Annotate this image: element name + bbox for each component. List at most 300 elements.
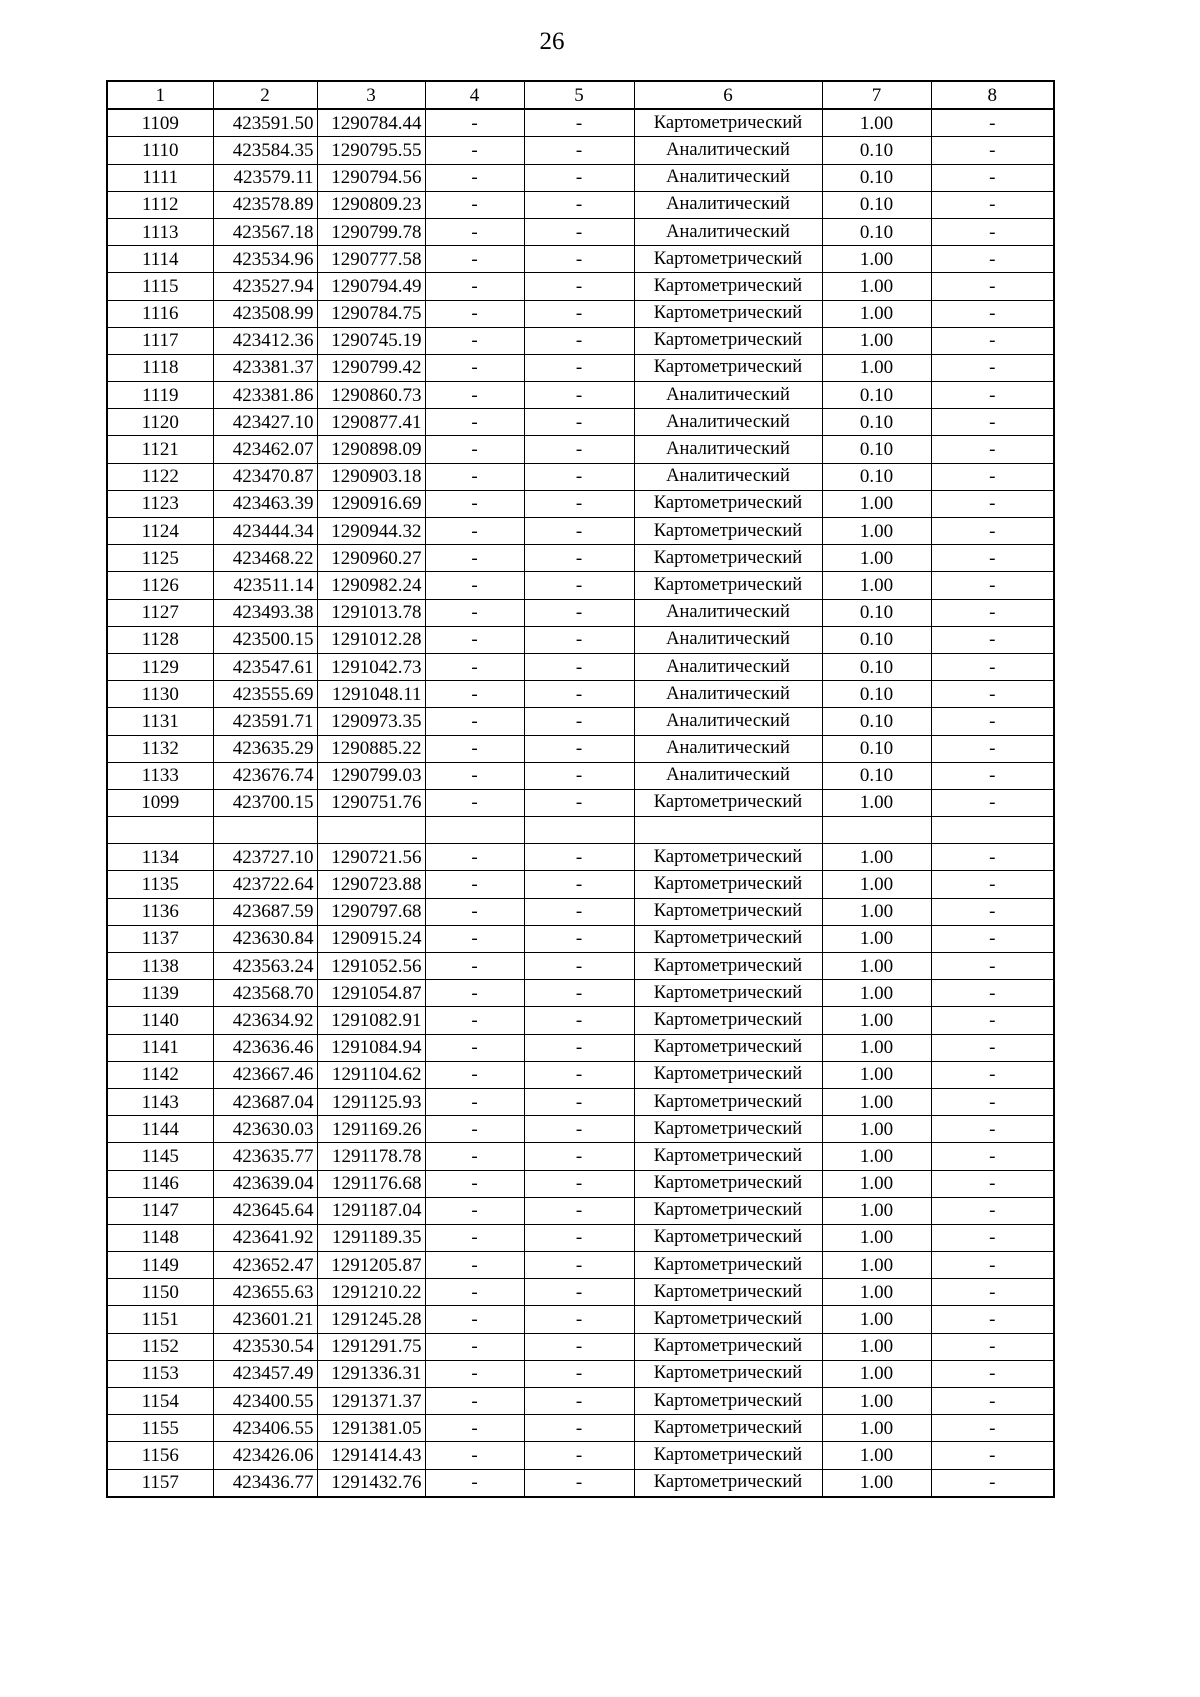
column-header: 3 <box>317 81 425 109</box>
method-cell: Аналитический <box>634 708 822 735</box>
x-coordinate-cell: 423500.15 <box>213 626 317 653</box>
col4-cell: - <box>425 463 524 490</box>
col4-cell: - <box>425 436 524 463</box>
method-cell: Картометрический <box>634 1007 822 1034</box>
point-number-cell: 1140 <box>107 1007 213 1034</box>
table-row <box>107 1360 1054 1387</box>
column-header: 8 <box>931 81 1054 109</box>
point-number-cell: 1114 <box>107 246 213 273</box>
col5-cell: - <box>524 1415 634 1442</box>
col5-cell: - <box>524 599 634 626</box>
col5-cell: - <box>524 1388 634 1415</box>
y-coordinate-cell: 1290784.75 <box>317 300 425 327</box>
col8-cell: - <box>931 382 1054 409</box>
x-coordinate-cell: 423493.38 <box>213 599 317 626</box>
table-row <box>107 1469 1054 1497</box>
method-cell: Картометрический <box>634 109 822 137</box>
point-number-cell: 1109 <box>107 109 213 137</box>
x-coordinate-cell: 423563.24 <box>213 953 317 980</box>
y-coordinate-cell: 1290797.68 <box>317 898 425 925</box>
accuracy-cell: 1.00 <box>822 844 931 871</box>
col8-cell: - <box>931 599 1054 626</box>
point-number-cell: 1113 <box>107 218 213 245</box>
table-header-row <box>107 81 1054 109</box>
col8-cell: - <box>931 925 1054 952</box>
col5-cell: - <box>524 518 634 545</box>
x-coordinate-cell: 423381.86 <box>213 382 317 409</box>
col8-cell: - <box>931 898 1054 925</box>
y-coordinate-cell: 1291169.26 <box>317 1116 425 1143</box>
y-coordinate-cell: 1291371.37 <box>317 1388 425 1415</box>
col5-cell: - <box>524 137 634 164</box>
accuracy-cell: 1.00 <box>822 1388 931 1415</box>
col8-cell: - <box>931 137 1054 164</box>
y-coordinate-cell: 1291245.28 <box>317 1306 425 1333</box>
x-coordinate-cell: 423641.92 <box>213 1224 317 1251</box>
x-coordinate-cell: 423687.59 <box>213 898 317 925</box>
accuracy-cell: 1.00 <box>822 1061 931 1088</box>
col5-cell: - <box>524 1034 634 1061</box>
point-number-cell: 1156 <box>107 1442 213 1469</box>
col8-cell: - <box>931 218 1054 245</box>
point-number-cell: 1119 <box>107 382 213 409</box>
table-row <box>107 871 1054 898</box>
x-coordinate-cell: 423412.36 <box>213 327 317 354</box>
method-cell: Картометрический <box>634 1415 822 1442</box>
col4-cell: - <box>425 1415 524 1442</box>
y-coordinate-cell: 1291104.62 <box>317 1061 425 1088</box>
col4-cell: - <box>425 409 524 436</box>
accuracy-cell: 1.00 <box>822 898 931 925</box>
table-row <box>107 327 1054 354</box>
x-coordinate-cell: 423652.47 <box>213 1252 317 1279</box>
table-row <box>107 1388 1054 1415</box>
x-coordinate-cell: 423547.61 <box>213 653 317 680</box>
y-coordinate-cell: 1291176.68 <box>317 1170 425 1197</box>
y-coordinate-cell: 1291048.11 <box>317 681 425 708</box>
x-coordinate-cell: 423470.87 <box>213 463 317 490</box>
col4-cell: - <box>425 1224 524 1251</box>
col8-cell: - <box>931 409 1054 436</box>
x-coordinate-cell: 423534.96 <box>213 246 317 273</box>
x-coordinate-cell: 423584.35 <box>213 137 317 164</box>
table-row <box>107 1306 1054 1333</box>
point-number-cell: 1138 <box>107 953 213 980</box>
point-number-cell: 1126 <box>107 572 213 599</box>
point-number-cell: 1127 <box>107 599 213 626</box>
method-cell: Картометрический <box>634 1252 822 1279</box>
col4-cell: - <box>425 218 524 245</box>
x-coordinate-cell: 423567.18 <box>213 218 317 245</box>
x-coordinate-cell: 423687.04 <box>213 1088 317 1115</box>
col4-cell: - <box>425 1306 524 1333</box>
table-row <box>107 518 1054 545</box>
point-number-cell: 1120 <box>107 409 213 436</box>
method-cell: Картометрический <box>634 1143 822 1170</box>
col8-cell: - <box>931 1088 1054 1115</box>
accuracy-cell: 0.10 <box>822 463 931 490</box>
col8-cell: - <box>931 545 1054 572</box>
col5-cell: - <box>524 762 634 789</box>
col4-cell: - <box>425 1116 524 1143</box>
method-cell: Аналитический <box>634 653 822 680</box>
col8-cell: - <box>931 191 1054 218</box>
method-cell: Картометрический <box>634 273 822 300</box>
col5-cell: - <box>524 626 634 653</box>
x-coordinate-cell <box>213 817 317 844</box>
y-coordinate-cell: 1291210.22 <box>317 1279 425 1306</box>
table-row <box>107 191 1054 218</box>
x-coordinate-cell: 423426.06 <box>213 1442 317 1469</box>
col8-cell: - <box>931 1279 1054 1306</box>
table-row <box>107 762 1054 789</box>
x-coordinate-cell: 423511.14 <box>213 572 317 599</box>
method-cell: Картометрический <box>634 300 822 327</box>
col8-cell: - <box>931 653 1054 680</box>
y-coordinate-cell: 1290799.03 <box>317 762 425 789</box>
point-number-cell: 1136 <box>107 898 213 925</box>
table-row <box>107 953 1054 980</box>
table-row <box>107 1333 1054 1360</box>
point-number-cell: 1148 <box>107 1224 213 1251</box>
column-header: 6 <box>634 81 822 109</box>
method-cell: Картометрический <box>634 1442 822 1469</box>
col5-cell: - <box>524 273 634 300</box>
y-coordinate-cell: 1291012.28 <box>317 626 425 653</box>
method-cell: Картометрический <box>634 898 822 925</box>
point-number-cell: 1132 <box>107 735 213 762</box>
y-coordinate-cell: 1290723.88 <box>317 871 425 898</box>
col5-cell: - <box>524 218 634 245</box>
accuracy-cell: 1.00 <box>822 1197 931 1224</box>
col4-cell: - <box>425 653 524 680</box>
point-number-cell: 1145 <box>107 1143 213 1170</box>
method-cell: Картометрический <box>634 246 822 273</box>
col5-cell: - <box>524 871 634 898</box>
col8-cell: - <box>931 1442 1054 1469</box>
col8-cell: - <box>931 762 1054 789</box>
col8-cell: - <box>931 789 1054 816</box>
col4-cell: - <box>425 1061 524 1088</box>
x-coordinate-cell: 423634.92 <box>213 1007 317 1034</box>
col5-cell: - <box>524 898 634 925</box>
y-coordinate-cell: 1291125.93 <box>317 1088 425 1115</box>
col8-cell: - <box>931 1170 1054 1197</box>
method-cell: Картометрический <box>634 1360 822 1387</box>
table-row <box>107 708 1054 735</box>
y-coordinate-cell: 1291291.75 <box>317 1333 425 1360</box>
y-coordinate-cell: 1291205.87 <box>317 1252 425 1279</box>
x-coordinate-cell: 423579.11 <box>213 164 317 191</box>
method-cell: Аналитический <box>634 599 822 626</box>
point-number-cell: 1137 <box>107 925 213 952</box>
method-cell: Картометрический <box>634 1116 822 1143</box>
accuracy-cell: 1.00 <box>822 1007 931 1034</box>
accuracy-cell: 1.00 <box>822 1034 931 1061</box>
x-coordinate-cell: 423406.55 <box>213 1415 317 1442</box>
x-coordinate-cell: 423444.34 <box>213 518 317 545</box>
col5-cell: - <box>524 980 634 1007</box>
method-cell: Картометрический <box>634 327 822 354</box>
col8-cell: - <box>931 1415 1054 1442</box>
col8-cell: - <box>931 844 1054 871</box>
point-number-cell: 1115 <box>107 273 213 300</box>
y-coordinate-cell: 1290784.44 <box>317 109 425 137</box>
table-row <box>107 164 1054 191</box>
col8-cell: - <box>931 1360 1054 1387</box>
col5-cell: - <box>524 436 634 463</box>
col8-cell: - <box>931 1034 1054 1061</box>
point-number-cell: 1131 <box>107 708 213 735</box>
table-row <box>107 545 1054 572</box>
accuracy-cell: 1.00 <box>822 273 931 300</box>
accuracy-cell: 1.00 <box>822 789 931 816</box>
point-number-cell: 1147 <box>107 1197 213 1224</box>
col4-cell: - <box>425 1034 524 1061</box>
x-coordinate-cell: 423400.55 <box>213 1388 317 1415</box>
table-row <box>107 844 1054 871</box>
col5-cell: - <box>524 327 634 354</box>
y-coordinate-cell: 1290809.23 <box>317 191 425 218</box>
col5-cell: - <box>524 1252 634 1279</box>
col8-cell: - <box>931 708 1054 735</box>
table-row <box>107 735 1054 762</box>
y-coordinate-cell: 1291054.87 <box>317 980 425 1007</box>
point-number-cell: 1121 <box>107 436 213 463</box>
x-coordinate-cell: 423655.63 <box>213 1279 317 1306</box>
col4-cell: - <box>425 490 524 517</box>
accuracy-cell: 1.00 <box>822 925 931 952</box>
table-row <box>107 681 1054 708</box>
x-coordinate-cell: 423722.64 <box>213 871 317 898</box>
y-coordinate-cell: 1291432.76 <box>317 1469 425 1497</box>
col4-cell: - <box>425 1252 524 1279</box>
table-row <box>107 490 1054 517</box>
col8-cell: - <box>931 1388 1054 1415</box>
method-cell: Картометрический <box>634 1224 822 1251</box>
table-row <box>107 354 1054 381</box>
accuracy-cell: 1.00 <box>822 1469 931 1497</box>
accuracy-cell: 0.10 <box>822 436 931 463</box>
table-row <box>107 1007 1054 1034</box>
col4-cell: - <box>425 1333 524 1360</box>
point-number-cell: 1099 <box>107 789 213 816</box>
x-coordinate-cell: 423381.37 <box>213 354 317 381</box>
col4-cell: - <box>425 1469 524 1497</box>
method-cell: Картометрический <box>634 1469 822 1497</box>
accuracy-cell: 0.10 <box>822 735 931 762</box>
col5-cell: - <box>524 545 634 572</box>
x-coordinate-cell: 423457.49 <box>213 1360 317 1387</box>
col5-cell: - <box>524 1224 634 1251</box>
table-body <box>107 81 1054 1497</box>
accuracy-cell: 1.00 <box>822 518 931 545</box>
y-coordinate-cell: 1290794.56 <box>317 164 425 191</box>
col5-cell: - <box>524 1061 634 1088</box>
col5-cell: - <box>524 735 634 762</box>
col4-cell: - <box>425 1388 524 1415</box>
y-coordinate-cell: 1290799.78 <box>317 218 425 245</box>
method-cell: Картометрический <box>634 572 822 599</box>
col5-cell: - <box>524 164 634 191</box>
accuracy-cell: 0.10 <box>822 762 931 789</box>
method-cell: Картометрический <box>634 490 822 517</box>
col5-cell: - <box>524 1197 634 1224</box>
column-header: 1 <box>107 81 213 109</box>
col4-cell: - <box>425 545 524 572</box>
table-row <box>107 653 1054 680</box>
y-coordinate-cell: 1290982.24 <box>317 572 425 599</box>
col8-cell: - <box>931 1224 1054 1251</box>
table-row <box>107 382 1054 409</box>
method-cell: Картометрический <box>634 1170 822 1197</box>
col5-cell: - <box>524 925 634 952</box>
col4-cell: - <box>425 980 524 1007</box>
table-row <box>107 1442 1054 1469</box>
y-coordinate-cell: 1291013.78 <box>317 599 425 626</box>
x-coordinate-cell: 423727.10 <box>213 844 317 871</box>
table-row <box>107 626 1054 653</box>
point-number-cell: 1153 <box>107 1360 213 1387</box>
method-cell: Картометрический <box>634 1279 822 1306</box>
col8-cell: - <box>931 327 1054 354</box>
method-cell: Картометрический <box>634 925 822 952</box>
x-coordinate-cell: 423700.15 <box>213 789 317 816</box>
y-coordinate-cell: 1291178.78 <box>317 1143 425 1170</box>
col4-cell: - <box>425 1088 524 1115</box>
col5-cell: - <box>524 844 634 871</box>
method-cell: Аналитический <box>634 762 822 789</box>
col5-cell: - <box>524 953 634 980</box>
accuracy-cell: 0.10 <box>822 409 931 436</box>
col4-cell: - <box>425 626 524 653</box>
accuracy-cell: 1.00 <box>822 1088 931 1115</box>
col4-cell: - <box>425 1442 524 1469</box>
point-number-cell: 1129 <box>107 653 213 680</box>
col8-cell: - <box>931 436 1054 463</box>
col8-cell: - <box>931 300 1054 327</box>
col4-cell: - <box>425 246 524 273</box>
col5-cell: - <box>524 246 634 273</box>
method-cell: Картометрический <box>634 980 822 1007</box>
accuracy-cell: 1.00 <box>822 490 931 517</box>
col5-cell: - <box>524 1469 634 1497</box>
method-cell: Картометрический <box>634 844 822 871</box>
y-coordinate-cell: 1290799.42 <box>317 354 425 381</box>
col5-cell: - <box>524 1143 634 1170</box>
table-row <box>107 1252 1054 1279</box>
method-cell: Аналитический <box>634 436 822 463</box>
x-coordinate-cell: 423427.10 <box>213 409 317 436</box>
col4-cell: - <box>425 137 524 164</box>
x-coordinate-cell: 423601.21 <box>213 1306 317 1333</box>
method-cell: Картометрический <box>634 545 822 572</box>
col5-cell: - <box>524 653 634 680</box>
col8-cell: - <box>931 164 1054 191</box>
accuracy-cell: 1.00 <box>822 871 931 898</box>
page-number: 26 <box>539 28 565 55</box>
x-coordinate-cell: 423639.04 <box>213 1170 317 1197</box>
col8-cell: - <box>931 1143 1054 1170</box>
method-cell: Картометрический <box>634 1034 822 1061</box>
column-header: 2 <box>213 81 317 109</box>
col4-cell: - <box>425 789 524 816</box>
accuracy-cell: 0.10 <box>822 191 931 218</box>
method-cell: Картометрический <box>634 1388 822 1415</box>
col8-cell: - <box>931 980 1054 1007</box>
method-cell: Аналитический <box>634 382 822 409</box>
point-number-cell: 1134 <box>107 844 213 871</box>
y-coordinate-cell: 1291189.35 <box>317 1224 425 1251</box>
table-row <box>107 599 1054 626</box>
accuracy-cell: 1.00 <box>822 545 931 572</box>
col4-cell: - <box>425 191 524 218</box>
x-coordinate-cell: 423508.99 <box>213 300 317 327</box>
col8-cell: - <box>931 1061 1054 1088</box>
y-coordinate-cell: 1290898.09 <box>317 436 425 463</box>
x-coordinate-cell: 423630.84 <box>213 925 317 952</box>
y-coordinate-cell: 1290960.27 <box>317 545 425 572</box>
col8-cell: - <box>931 735 1054 762</box>
col8-cell: - <box>931 626 1054 653</box>
point-number-cell: 1141 <box>107 1034 213 1061</box>
col8-cell: - <box>931 1197 1054 1224</box>
x-coordinate-cell: 423636.46 <box>213 1034 317 1061</box>
y-coordinate-cell <box>317 817 425 844</box>
point-number-cell: 1110 <box>107 137 213 164</box>
col4-cell: - <box>425 518 524 545</box>
col4-cell: - <box>425 273 524 300</box>
col8-cell: - <box>931 681 1054 708</box>
y-coordinate-cell: 1291414.43 <box>317 1442 425 1469</box>
table-row <box>107 409 1054 436</box>
col4-cell: - <box>425 599 524 626</box>
table-row <box>107 1061 1054 1088</box>
accuracy-cell: 1.00 <box>822 1224 931 1251</box>
point-number-cell: 1130 <box>107 681 213 708</box>
accuracy-cell: 1.00 <box>822 300 931 327</box>
col8-cell: - <box>931 1306 1054 1333</box>
x-coordinate-cell: 423645.64 <box>213 1197 317 1224</box>
x-coordinate-cell: 423667.46 <box>213 1061 317 1088</box>
col8-cell: - <box>931 1116 1054 1143</box>
point-number-cell: 1143 <box>107 1088 213 1115</box>
col5-cell: - <box>524 681 634 708</box>
col8-cell <box>931 817 1054 844</box>
x-coordinate-cell: 423463.39 <box>213 490 317 517</box>
accuracy-cell: 1.00 <box>822 327 931 354</box>
col8-cell: - <box>931 490 1054 517</box>
point-number-cell: 1154 <box>107 1388 213 1415</box>
col8-cell: - <box>931 109 1054 137</box>
table-row <box>107 1279 1054 1306</box>
method-cell: Аналитический <box>634 463 822 490</box>
x-coordinate-cell: 423527.94 <box>213 273 317 300</box>
y-coordinate-cell: 1291381.05 <box>317 1415 425 1442</box>
table-row <box>107 1116 1054 1143</box>
col4-cell: - <box>425 382 524 409</box>
x-coordinate-cell: 423530.54 <box>213 1333 317 1360</box>
method-cell: Аналитический <box>634 191 822 218</box>
table-row <box>107 1143 1054 1170</box>
y-coordinate-cell: 1290777.58 <box>317 246 425 273</box>
accuracy-cell: 1.00 <box>822 246 931 273</box>
accuracy-cell: 0.10 <box>822 382 931 409</box>
accuracy-cell: 1.00 <box>822 109 931 137</box>
table-row <box>107 463 1054 490</box>
point-number-cell: 1150 <box>107 1279 213 1306</box>
y-coordinate-cell: 1291187.04 <box>317 1197 425 1224</box>
